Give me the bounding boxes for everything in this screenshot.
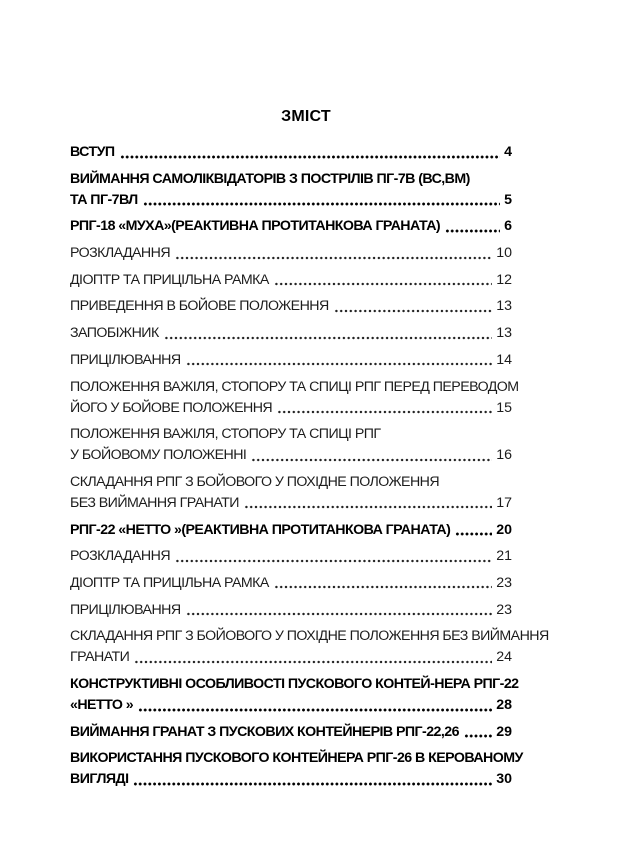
toc-entry: [70, 296, 512, 317]
toc-entry: [70, 323, 512, 344]
page-number: 4: [504, 144, 512, 160]
dot-leader: [334, 296, 493, 317]
page-number: 23: [496, 574, 512, 591]
toc-entry: [70, 573, 512, 594]
toc-entry: [70, 142, 512, 163]
page-number: 23: [496, 601, 512, 618]
toc-entry-line: [70, 472, 512, 493]
toc-entry-line: [70, 377, 519, 398]
toc-entry-label: ВСТУП: [70, 144, 115, 160]
toc-entry-line: [70, 647, 512, 668]
page-number: 28: [496, 697, 512, 713]
toc-entry-label: ЗАПОБІЖНИК: [70, 325, 159, 342]
toc-entry-label: КОНСТРУКТИВНІ ОСОБЛИВОСТІ ПУСКОВОГО КОНТЕЙ-НЕРА РПГ-22: [70, 676, 519, 692]
toc-entry-label: ВИКОРИСТАННЯ ПУСКОВОГО КОНТЕЙНЕРА РПГ-26 В КЕРОВАНОМУ: [70, 750, 523, 767]
dot-leader: [277, 398, 492, 419]
dot-leader: [138, 695, 492, 716]
page-number: 13: [496, 325, 512, 342]
page-number: 13: [496, 298, 512, 315]
toc-entry-label: ПОЛОЖЕННЯ ВАЖІЛЯ, СТОПОРУ ТА СПИЦІ РПГ ПЕРЕД ПЕРЕВОДОМ: [70, 378, 519, 395]
dot-leader: [274, 270, 492, 291]
toc-entry-line: [70, 748, 523, 769]
toc-entry-line: [70, 626, 549, 647]
toc-entry-label: ПРИЦІЛЮВАННЯ: [70, 351, 181, 368]
toc-entry-label: ПРИЦІЛЮВАННЯ: [70, 601, 181, 618]
toc-entry: [70, 626, 549, 668]
toc-entry: [70, 424, 512, 466]
toc-entry-label: СКЛАДАННЯ РПГ З БОЙОВОГО У ПОХІДНЕ ПОЛОЖЕННЯ БЕЗ ВИЙМАННЯ: [70, 628, 549, 645]
page-title: ЗМІСТ: [281, 108, 331, 125]
page-number: 20: [496, 521, 512, 538]
toc-entry-line: [70, 573, 512, 594]
toc-entry: [70, 748, 523, 790]
toc-entry: [70, 169, 512, 211]
toc-entry-line: [70, 350, 512, 371]
dot-leader: [455, 520, 492, 541]
toc-entry-line: [70, 520, 512, 541]
toc-entry-line: [70, 695, 512, 716]
dot-leader: [120, 142, 501, 163]
toc-entry: [70, 350, 512, 371]
toc-entry-line: [70, 323, 512, 344]
page-number: 6: [504, 218, 512, 235]
dot-leader: [175, 243, 492, 264]
toc-entry-label: ВИГЛЯДІ: [70, 771, 129, 788]
toc-entry-line: [70, 296, 512, 317]
toc-entry-line: [70, 169, 512, 190]
toc-entry-line: [70, 424, 512, 445]
toc-entry-label: ТА ПГ-7ВЛ: [70, 191, 138, 208]
toc-entry-label: БЕЗ ВИЙМАННЯ ГРАНАТИ: [70, 494, 239, 511]
page-number: 21: [496, 548, 512, 565]
dot-leader: [143, 190, 500, 211]
toc-entry: [70, 520, 512, 541]
toc-entry-label: ДІОПТР ТА ПРИЦІЛЬНА РАМКА: [70, 574, 269, 591]
page-number: 14: [496, 351, 512, 368]
toc-entry-label: ЙОГО У БОЙОВЕ ПОЛОЖЕННЯ: [70, 399, 273, 416]
toc-entry-label: РПГ-18 «МУХА»(РЕАКТИВНА ПРОТИТАНКОВА ГРАНАТА): [70, 218, 441, 235]
toc-entry-label: ПРИВЕДЕННЯ В БОЙОВЕ ПОЛОЖЕННЯ: [70, 298, 329, 315]
dot-leader: [244, 493, 492, 514]
toc-entry-line: [70, 142, 512, 163]
dot-leader: [175, 546, 492, 567]
toc-entry-line: [70, 722, 512, 743]
toc-entry-label: ВИЙМАННЯ САМОЛІКВІДАТОРІВ З ПОСТРІЛІВ ПГ-7В (ВС,ВМ): [70, 170, 470, 187]
toc-entry-line: [70, 546, 512, 567]
toc-entry: [70, 243, 512, 264]
toc-entry: [70, 546, 512, 567]
toc-entry-line: [70, 216, 512, 237]
toc-entry: [70, 377, 519, 419]
page-number: 5: [504, 191, 512, 208]
dot-leader: [186, 350, 493, 371]
toc-entry-line: [70, 190, 512, 211]
dot-leader: [464, 722, 492, 743]
toc-entry-line: [70, 243, 512, 264]
toc-entry-line: [70, 674, 519, 695]
page-number: 16: [496, 447, 512, 464]
toc-entry-label: РОЗКЛАДАННЯ: [70, 245, 171, 262]
dot-leader: [274, 573, 492, 594]
toc-entry-line: [70, 398, 512, 419]
toc-entry: [70, 722, 512, 743]
toc-entry-label: СКЛАДАННЯ РПГ З БОЙОВОГО У ПОХІДНЕ ПОЛОЖЕННЯ: [70, 473, 440, 490]
toc-entry-label: ВИЙМАННЯ ГРАНАТ З ПУСКОВИХ КОНТЕЙНЕРІВ РПГ-22,26: [70, 723, 459, 740]
toc-entry-line: [70, 600, 512, 621]
dot-leader: [251, 445, 492, 466]
page-number: 24: [496, 649, 512, 666]
dot-leader: [164, 323, 493, 344]
toc-entry-label: РОЗКЛАДАННЯ: [70, 548, 171, 565]
toc-entry-label: ГРАНАТИ: [70, 649, 130, 666]
toc-entry: [70, 472, 512, 514]
toc-entry: [70, 600, 512, 621]
toc-entry-line: [70, 270, 512, 291]
page-number: 12: [496, 271, 512, 288]
toc-entry-label: «НЕТТО »: [70, 697, 134, 713]
page-number: 29: [496, 723, 512, 740]
dot-leader: [133, 769, 492, 790]
toc-entry-label: У БОЙОВОМУ ПОЛОЖЕННІ: [70, 447, 247, 464]
table-of-contents: [70, 142, 549, 796]
dot-leader: [134, 647, 492, 668]
dot-leader: [445, 216, 500, 237]
dot-leader: [186, 600, 493, 621]
toc-entry-line: [70, 445, 512, 466]
page-number: 17: [496, 494, 512, 511]
page-number: 10: [496, 245, 512, 262]
page-number: 15: [496, 399, 512, 416]
toc-entry: [70, 674, 519, 716]
toc-entry-label: РПГ-22 «НЕТТО »(РЕАКТИВНА ПРОТИТАНКОВА ГРАНАТА): [70, 521, 451, 538]
toc-entry-line: [70, 493, 512, 514]
toc-entry: [70, 216, 512, 237]
toc-entry-label: ПОЛОЖЕННЯ ВАЖІЛЯ, СТОПОРУ ТА СПИЦІ РПГ: [70, 426, 381, 443]
page-number: 30: [496, 771, 512, 788]
toc-entry: [70, 270, 512, 291]
toc-entry-label: ДІОПТР ТА ПРИЦІЛЬНА РАМКА: [70, 271, 269, 288]
toc-entry-line: [70, 769, 512, 790]
